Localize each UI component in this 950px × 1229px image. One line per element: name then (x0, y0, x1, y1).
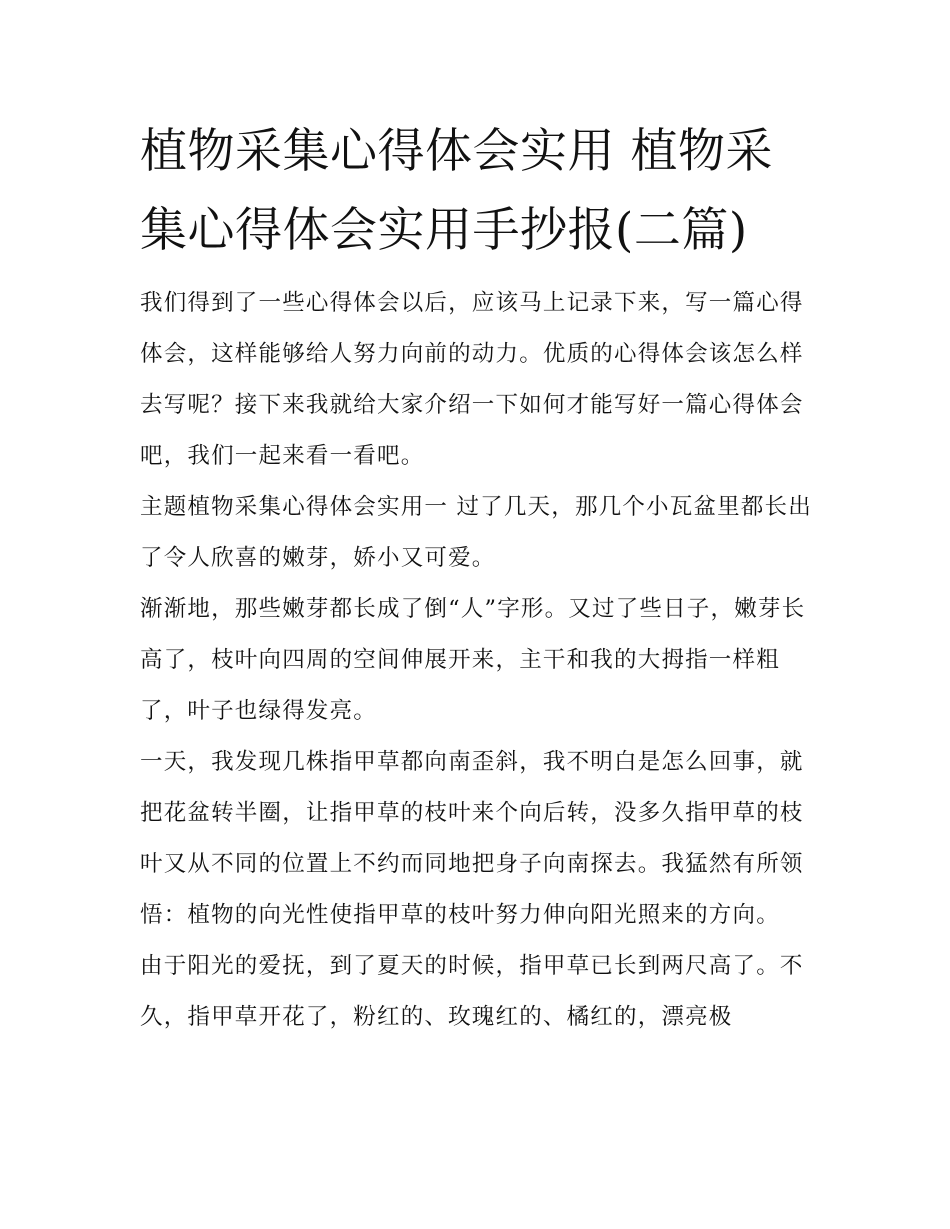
paragraph-phototropism: 一天，我发现几株指甲草都向南歪斜，我不明白是怎么回事，就把花盆转半圈，让指甲草的枝叶来个向后转，没多久指甲草的枝叶又从不同的位置上不约而同地把身子向南探去。我猛然有所领悟：植物的向光性使指甲草的枝叶努力伸向阳光照来的方向。 (140, 749, 804, 928)
paragraph-summer: 由于阳光的爱抚，到了夏天的时候，指甲草已长到两尺高了。不久，指甲草开花了，粉红的、玫瑰红的、橘红的，漂亮极 (140, 953, 804, 1030)
paragraph-sprouts: 渐渐地，那些嫩芽都长成了倒“人”字形。又过了些日子，嫩芽长高了，枝叶向四周的空间伸展开来，主干和我的大拇指一样粗了，叶子也绿得发亮。 (140, 596, 806, 724)
paragraph-intro: 我们得到了一些心得体会以后，应该马上记录下来，写一篇心得体会，这样能够给人努力向前的动力。优质的心得体会该怎么样去写呢？接下来我就给大家介绍一下如何才能写好一篇心得体会吧，我们一起来看一看吧。 (140, 290, 804, 469)
document-body (140, 278, 814, 1043)
paragraph-topic-one: 主题植物采集心得体会实用一 过了几天，那几个小瓦盆里都长出了令人欣喜的嫩芽，娇小又可爱。 (140, 494, 812, 571)
document-title: 植物采集心得体会实用 植物采集心得体会实用手抄报(二篇) (140, 124, 773, 258)
